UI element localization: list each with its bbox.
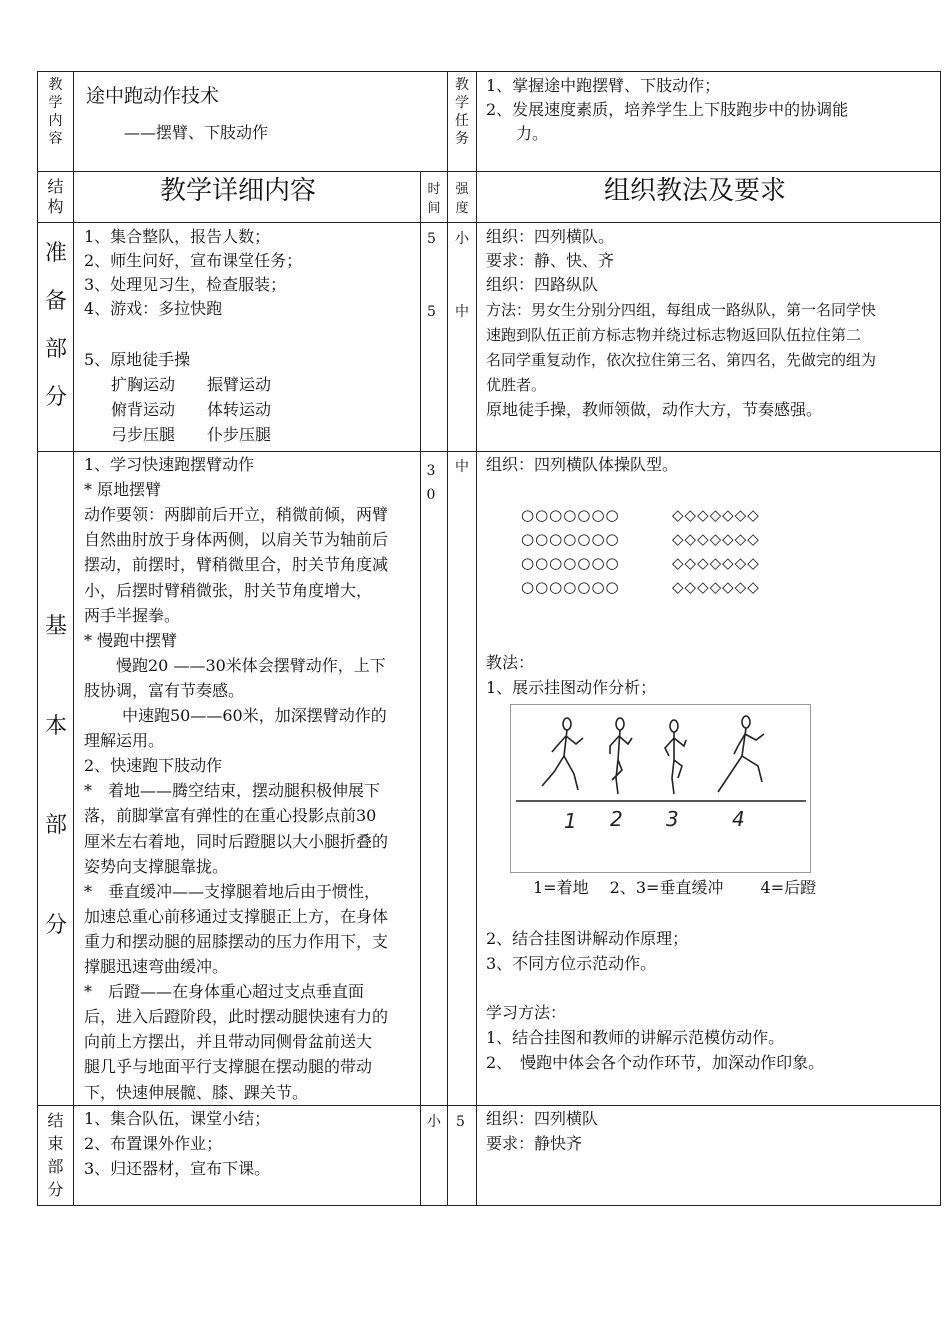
basic-line: * 慢跑中摆臂 — [84, 631, 178, 650]
prep-line: 弓步压腿 仆步压腿 — [111, 425, 272, 444]
basic-line: 加速总重心前移通过支撑腿正上方，在身体 — [84, 907, 389, 926]
end-intensity: 5 — [456, 1114, 465, 1130]
prep-method-line: 组织：四路纵队 — [486, 275, 599, 294]
basic-line: 姿势向支撑腿靠拢。 — [84, 857, 229, 876]
prep-time: 5 — [427, 231, 436, 247]
col-divider — [476, 71, 477, 1206]
basic-line: 下，快速伸展髋、膝、踝关节。 — [84, 1083, 309, 1102]
structure-header: 结 构 — [47, 177, 64, 216]
basic-line: 落，前脚掌富有弹性的在重心投影点前30 — [84, 806, 377, 825]
prep-line: 4、游戏：多拉快跑 — [84, 299, 223, 318]
prep-method-line: 原地徒手操，教师领做，动作大方，节奏感强。 — [486, 400, 823, 419]
prep-method-line: 组织：四列横队。 — [486, 227, 615, 246]
basic-line: 小，后摆时臂稍微张，肘关节角度增大， — [84, 581, 373, 600]
end-time: 小 — [427, 1114, 441, 1130]
basic-line: 重力和摆动腿的屈膝摆动的压力作用下，支 — [84, 932, 389, 951]
formation-diamonds-row: ◇◇◇◇◇◇◇ — [672, 530, 760, 548]
basic-line: 动作要领：两脚前后开立，稍微前倾，两臂 — [84, 505, 389, 524]
intensity-header: 强 度 — [455, 182, 469, 216]
basic-intensity: 中 — [455, 459, 469, 475]
basic-line: 2、快速跑下肢动作 — [84, 756, 223, 775]
method-step: 1、结合挂图和教师的讲解示范模仿动作。 — [486, 1028, 785, 1047]
prep-intensity: 中 — [455, 304, 469, 320]
prep-method-line: 要求：静、快、齐 — [486, 251, 615, 270]
task-line: 力。 — [516, 124, 549, 143]
table-border-bottom — [37, 1205, 941, 1206]
formation-circles-row: ○○○○○○○ — [521, 554, 620, 572]
figure-number: 2 — [610, 807, 623, 831]
basic-line: 摆动，前摆时，臂稍微里合，肘关节角度减 — [84, 555, 389, 574]
basic-line: 后，进入后蹬阶段，此时摆动腿快速有力的 — [84, 1007, 389, 1026]
basic-line: 中速跑50——60米，加深摆臂动作的 — [122, 706, 387, 725]
detail-header: 教学详细内容 — [160, 176, 317, 206]
content-subtitle: ——摆臂、下肢动作 — [124, 123, 269, 142]
table-border-left — [37, 71, 38, 1206]
task-line: 1、掌握途中跑摆臂、下肢动作； — [486, 76, 721, 95]
basic-line: 肢协调，富有节奏感。 — [84, 681, 245, 700]
basic-line: 向前上方摆出，并且带动同侧骨盆前送大 — [84, 1032, 373, 1051]
prep-method-line: 速跑到队伍正前方标志物并绕过标志物返回队伍拉住第二 — [486, 326, 862, 344]
basic-line: * 垂直缓冲——支撑腿着地后由于惯性， — [84, 882, 381, 901]
prep-method-line: 优胜者。 — [486, 376, 547, 394]
table-border-top — [37, 71, 941, 72]
method-header: 组织教法及要求 — [604, 176, 787, 206]
basic-line: * 着地——腾空结束，摆动腿积极伸展下 — [84, 781, 381, 800]
prep-line: 5、原地徒手操 — [84, 350, 191, 369]
prep-line: 扩胸运动 振臂运动 — [111, 375, 272, 394]
content-label: 教 学 内 容 — [48, 77, 63, 147]
basic-line: * 后蹬——在身体重心超过支点垂直面 — [84, 982, 365, 1001]
content-title: 途中跑动作技术 — [86, 85, 220, 107]
figure-number: 1 — [564, 809, 577, 833]
col-divider — [447, 71, 448, 1206]
basic-line: 腿几乎与地面平行支撑腿在摆动腿的带动 — [84, 1057, 373, 1076]
basic-line: 两手半握拳。 — [84, 606, 181, 625]
end-line: 3、归还器材，宣布下课。 — [84, 1159, 271, 1178]
task-line: 2、发展速度素质，培养学生上下肢跑步中的协调能 — [486, 100, 849, 119]
basic-line: * 原地摆臂 — [84, 480, 162, 499]
row-divider — [37, 451, 941, 452]
prep-line: 俯背运动 体转运动 — [111, 400, 272, 419]
method-heading: 教法： — [486, 653, 535, 672]
method-step: 2、 慢跑中体会各个动作环节，加深动作印象。 — [486, 1053, 825, 1072]
prep-line: 3、处理见习生，检查服装； — [84, 275, 287, 294]
figure-number: 3 — [666, 807, 679, 831]
figure-number: 4 — [732, 807, 745, 831]
prep-method-line: 方法：男女生分别分四组，每组成一路纵队，第一名同学快 — [486, 301, 877, 319]
basic-line: 厘米左右着地，同时后蹬腿以大小腿折叠的 — [84, 832, 389, 851]
figure-caption: 1=着地 2、3=垂直缓冲 4=后蹬 — [533, 878, 817, 897]
formation-diamonds-row: ◇◇◇◇◇◇◇ — [672, 578, 760, 596]
end-method-line: 组织：四列横队 — [486, 1109, 599, 1128]
basic-line: 1、学习快速跑摆臂动作 — [84, 455, 255, 474]
end-line: 1、集合队伍，课堂小结； — [84, 1109, 271, 1128]
basic-line: 理解运用。 — [84, 731, 165, 750]
col-divider — [420, 171, 421, 1206]
end-label: 结 束 部 分 — [47, 1111, 64, 1199]
prep-method-line: 名同学重复动作，依次拉住第三名、第四名，先做完的组为 — [486, 351, 877, 369]
formation-circles-row: ○○○○○○○ — [521, 506, 620, 524]
end-method-line: 要求：静快齐 — [486, 1134, 583, 1153]
formation-diamonds-row: ◇◇◇◇◇◇◇ — [672, 506, 760, 524]
table-border-right — [940, 71, 941, 1206]
method-step: 1、展示挂图动作分析； — [486, 678, 657, 697]
row-divider — [37, 222, 941, 223]
formation-circles-row: ○○○○○○○ — [521, 578, 620, 596]
prep-line: 2、师生问好，宣布课堂任务； — [84, 251, 303, 270]
method-step: 3、不同方位示范动作。 — [486, 954, 657, 973]
end-line: 2、布置课外作业； — [84, 1134, 223, 1153]
prep-time: 5 — [427, 304, 436, 320]
row-divider — [37, 1105, 941, 1106]
formation-circles-row: ○○○○○○○ — [521, 530, 620, 548]
lesson-plan-page: 教 学 内 容 途中跑动作技术 ——摆臂、下肢动作 教 学 任 务 1、掌握途中跑摆臂、下肢动作； 2、发展速度素质，培养学生上下肢跑步中的协调能 力。 结 构 教学详细内容 时 间 强 度 组织教法及要求 准 备 部 分 1、集合整队，报告人数； 2、师生问好，宣布课堂任务； 3、处理见习生，检查服装； 4、游戏：多拉快跑 5、原地徒手操 扩胸运动 振臂运动 俯背运动 体转运动 弓步压腿 仆步压腿 5 5 小 中 组织：四列横队。 要求：静、快、齐 组织：四路纵队 方法：男女生分别分四组，每组成一路纵队，第一名同学快 速跑到队伍正前方标志物并绕过标志物返回队伍拉住第二 名同学重复动作，依次拉住第三名、第四名，先做完的组为 优胜者。 原地徒手操，教师领做，动作大方，节奏感强。 基 本 部 分 1、学习快速跑摆臂动作 * 原地摆臂 动作要领：两脚前后开立，稍微前倾，两臂 自然曲肘放于身体两侧，以肩关节为轴前后 摆动，前摆时，臂稍微里合，肘关节角度减 小，后摆时臂稍微张，肘关节角度增大， 两手半握拳。 * 慢跑中摆臂 慢跑20 ——30米体会摆臂动作，上下 肢协调，富有节奏感。 中速跑50——60米，加深摆臂动作的 理解运用。 2、快速跑下肢动作 * 着地——腾空结束，摆动腿积极伸展下 落，前脚掌富有弹性的在重心投影点前30 厘米左右着地，同时后蹬腿以大小腿折叠的 姿势向支撑腿靠拢。 * 垂直缓冲——支撑腿着地后由于惯性， 加速总重心前移通过支撑腿正上方，在身体 重力和摆动腿的屈膝摆动的压力作用下，支 撑腿迅速弯曲缓冲。 * 后蹬——在身体重心超过支点垂直面 后，进入后蹬阶段，此时摆动腿快速有力的 向前上方摆出，并且带动同侧骨盆前送大 腿几乎与地面平行支撑腿在摆动腿的带动 下，快速伸展髋、膝、踝关节。 3 0 中 组织：四列横队体操队型。 ○○○○○○○ ◇◇◇◇◇◇◇ ○○○○○○○ ◇◇◇◇◇◇◇ ○○○○○○○ ◇◇◇◇◇◇◇ ○○○○○○○ ◇◇◇◇◇◇◇ 教法： 1、展示挂图动作分析； 1 2 3 4 1=着地 2、3=垂直缓冲 4=后蹬 2、结合挂图讲解动作原理； 3、不同方位示范动作。 学习方法： 1、结合挂图和教师的讲解示范模仿动作。 2、 慢跑中体会各个动作环节，加深动作印象。 结 束 部 分 1、集合队伍，课堂小结； 2、布置课外作业； 3、归还器材，宣布下课。 小 5 组织：四列横队 要求：静快齐 — [0, 0, 950, 1344]
prep-line: 1、集合整队，报告人数； — [84, 227, 271, 246]
col-divider — [73, 71, 74, 1206]
prep-intensity: 小 — [455, 231, 469, 247]
basic-method-org: 组织：四列横队体操队型。 — [486, 455, 679, 474]
running-phases-figure — [510, 704, 812, 874]
formation-diamonds-row: ◇◇◇◇◇◇◇ — [672, 554, 760, 572]
method-step: 学习方法： — [486, 1003, 567, 1022]
basic-line: 撑腿迅速弯曲缓冲。 — [84, 957, 229, 976]
row-divider — [37, 171, 941, 172]
task-label: 教 学 任 务 — [455, 77, 469, 147]
basic-line: 自然曲肘放于身体两侧，以肩关节为轴前后 — [84, 530, 389, 549]
basic-line: 慢跑20 ——30米体会摆臂动作，上下 — [116, 656, 386, 675]
time-header: 时 间 — [427, 182, 441, 216]
basic-time: 3 0 — [426, 463, 436, 503]
method-step: 2、结合挂图讲解动作原理； — [486, 929, 689, 948]
